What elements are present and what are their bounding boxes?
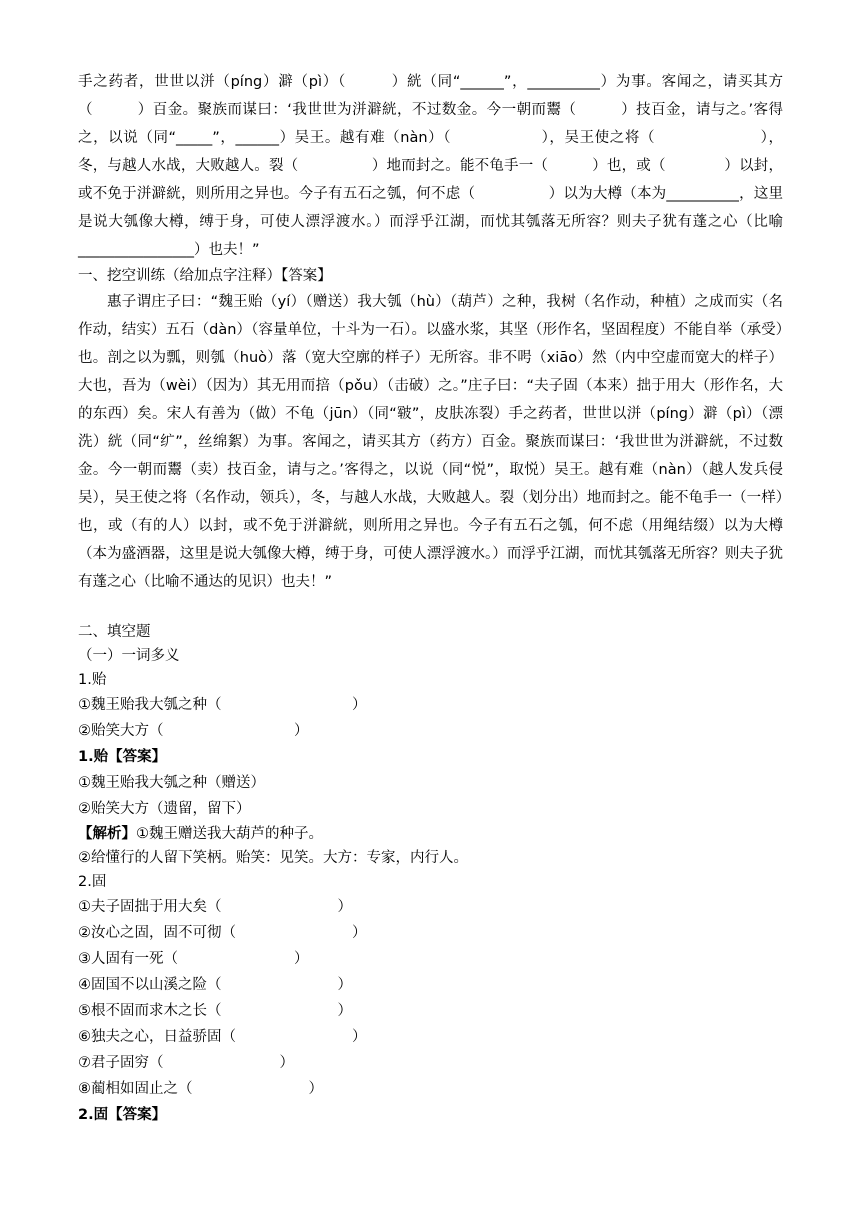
item2-question-4: ④固国不以山溪之险（ ）	[78, 977, 352, 993]
item1-analysis-2: ②给懂行的人留下笑柄。贻笑：见笑。大方：专家，内行人。	[78, 850, 468, 866]
section2-subheading: （一）一词多义	[78, 648, 180, 664]
spacer	[78, 596, 783, 620]
item2-question-2: ②汝心之固，固不可彻（ ）	[78, 925, 367, 941]
section1-answer-passage: 惠子谓庄子曰：“魏王贻（yí）（赠送）我大瓠（hù）（葫芦）之种，我树（名作动，种植）之成而实（名作动，结实）五石（dàn）（容量单位，十斗为一石）。以盛水浆，其坚（形作名，坚固程度）不能自举（承受）也。剖之以为瓢，则瓠（huò）落（宽大空廓的样子）无所容。非不呺（xiāo）然（内中空虚而宽大的样子）大也，吾为（wèi）（因为）其无用而掊（pǒu）（击破）之。”庄子曰：“夫子固（本来）拙于用大（形作名，大的东西）矣。宋人有善为（做）不龟（jūn）（同“皲”，皮肤冻裂）手之药者，世世以洴（píng）澼（pì）（漂洗）絖（同“纩”，丝绵絮）为事。客闻之，请买其方（药方）百金。聚族而谋曰：‘我世世为洴澼絖，不过数金。今一朝而鬻（卖）技百金，请与之。’客得之，以说（同“悦”，取悦）吴王。越有难（nàn）（越人发兵侵吴），吴王使之将（名作动，领兵），冬，与越人水战，大败越人。裂（划分出）地而封之。能不龟手一（一样）也，或（有的人）以封，或不免于洴澼絖，则所用之异也。今子有五石之瓠，何不虑（用绳结缀）以为大樽（本为盛酒器，这里是说大瓠像大樽，缚于身，可使人漂浮渡水。）而浮乎江湖，而忧其瓠落无所容？则夫子犹有蓬之心（比喻不通达的见识）也夫！”	[78, 294, 783, 590]
item1-title: 1.贻	[78, 672, 107, 688]
document-page	[78, 68, 783, 1128]
item1-answer-1: ①魏王贻我大瓠之种（赠送）	[78, 775, 265, 791]
section1-heading: 一、挖空训练（给加点字注释）【答案】	[78, 268, 332, 284]
item2-question-1: ①夫子固拙于用大矣（ ）	[78, 899, 352, 915]
section2-heading: 二、填空题	[78, 624, 151, 640]
item1-question-1: ①魏王贻我大瓠之种（ ）	[78, 697, 367, 713]
analysis-text: ①魏王赠送我大葫芦的种子。	[136, 826, 323, 842]
item2-question-7: ⑦君子固穷（ ）	[78, 1055, 294, 1071]
item1-analysis-1	[78, 822, 783, 846]
item2-question-6: ⑥独夫之心，日益骄固（ ）	[78, 1029, 367, 1045]
item2-question-8: ⑧蔺相如固止之（ ）	[78, 1081, 323, 1097]
analysis-label: 【解析】	[78, 826, 136, 842]
item2-question-5: ⑤根不固而求木之长（ ）	[78, 1003, 352, 1019]
item1-answer-2: ②贻笑大方（遗留，留下）	[78, 801, 251, 817]
item2-question-3: ③人固有一死（ ）	[78, 951, 309, 967]
passage-blank-exercise: 手之药者，世世以洴（píng）澼（pì）（ ）絖（同“______”，__________）为事。客闻之，请买其方（ ）百金。聚族而谋曰：‘我世世为洴澼絖，不过数金。今一朝而鬻（ ）技百金，请与之。’客得之，以说（同“_____”，______）吴王。越有难（nàn）（ ），吴王使之将（ ），冬，与越人水战，大败越人。裂（ ）地而封之。能不龟手一（ ）也，或（ ）以封，或不免于洴澼絖，则所用之异也。今子有五石之瓠，何不虑（ ）以为大樽（本为__________，这里是说大瓠像大樽，缚于身，可使人漂浮渡水。）而浮乎江湖，而忧其瓠落无所容？则夫子犹有蓬之心（比喻________________）也夫！”	[78, 74, 783, 258]
item2-title: 2.固	[78, 874, 107, 890]
item1-question-2: ②贻笑大方（ ）	[78, 723, 309, 739]
item2-answer-title: 2.固【答案】	[78, 1107, 167, 1123]
item1-answer-title: 1.贻【答案】	[78, 749, 167, 765]
